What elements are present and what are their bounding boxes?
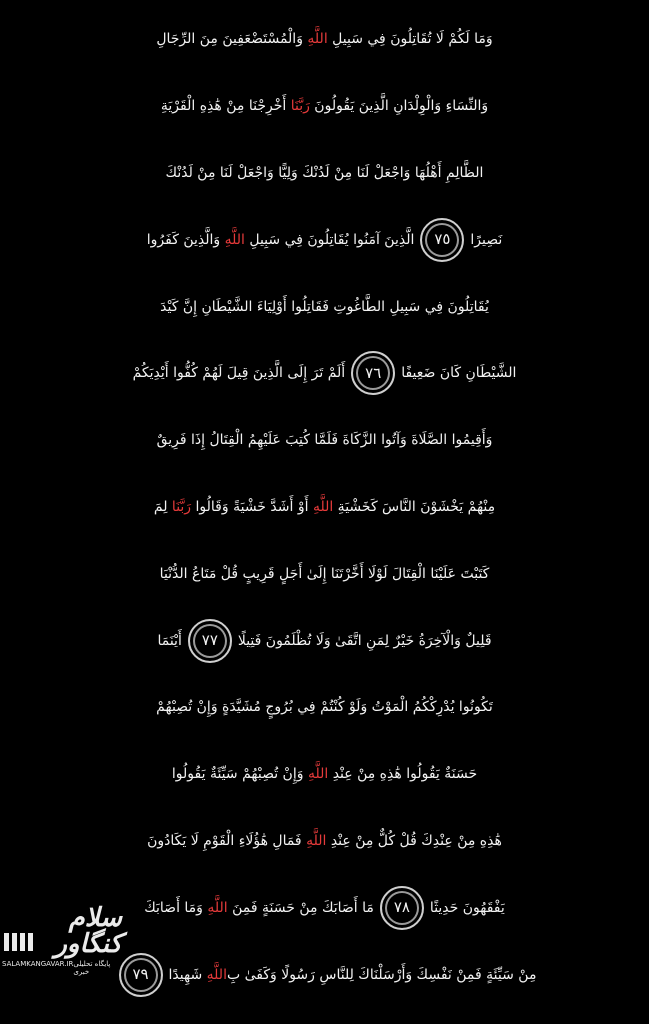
site-watermark bbox=[2, 905, 122, 975]
verse-text: وَإِنْ تُصِبْهُمْ سَيِّئَةٌ يَقُولُوا bbox=[171, 766, 308, 783]
verse-text: تَكُونُوا يُدْرِكْكُمُ الْمَوْتُ وَلَوْ كُنْتُمْ فِي بُرُوجٍ مُشَيَّدَةٍ وَإِنْ تُصِبْهُمْ bbox=[156, 699, 493, 716]
verse-line bbox=[12, 273, 637, 340]
ayah-number-marker: ٧٧ bbox=[188, 619, 232, 663]
verse-text: هَٰذِهِ مِنْ عِنْدِكَ قُلْ كُلٌّ مِنْ عِنْدِ bbox=[326, 832, 502, 849]
highlighted-word: اللَّهِ bbox=[307, 766, 329, 783]
watermark-tagline: پایگاه تحلیلی خبری bbox=[73, 960, 111, 976]
verse-text: وَأَقِيمُوا الصَّلَاةَ وَآتُوا الزَّكَاةَ فَلَمَّا كُتِبَ عَلَيْهِمُ الْقِتَالُ إِذَا فَرِيقٌ bbox=[156, 432, 493, 449]
highlighted-word: رَبَّنَا bbox=[171, 498, 192, 515]
highlighted-word: اللَّهِ bbox=[224, 231, 245, 248]
verse-line bbox=[12, 540, 637, 607]
highlighted-word: اللَّهِ bbox=[306, 832, 327, 849]
verse-text: وَالنِّسَاءِ وَالْوِلْدَانِ الَّذِينَ يَقُولُونَ bbox=[309, 98, 489, 115]
verse-text: أَلَمْ تَرَ إِلَى الَّذِينَ قِيلَ لَهُمْ كُفُّوا أَيْدِيَكُمْ bbox=[132, 365, 346, 382]
highlighted-word: رَبَّنَا bbox=[290, 98, 310, 115]
verse-text: قَلِيلٌ وَالْآخِرَةُ خَيْرٌ لِمَنِ اتَّقَىٰ وَلَا تُظْلَمُونَ فَتِيلًا bbox=[237, 632, 492, 649]
verse-text: وَالْمُسْتَضْعَفِينَ مِنَ الرِّجَالِ bbox=[156, 31, 308, 48]
verse-text: نَصِيرًا bbox=[470, 231, 503, 248]
verse-line bbox=[12, 6, 637, 73]
verse-text: كَتَبْتَ عَلَيْنَا الْقِتَالَ لَوْلَا أَخَّرْتَنَا إِلَىٰ أَجَلٍ قَرِيبٍ قُلْ مَتَاعُ الدُّنْيَا bbox=[159, 565, 490, 582]
verse-line bbox=[12, 808, 637, 875]
verse-line bbox=[12, 407, 637, 474]
ayah-number-marker: ٧٥ bbox=[420, 218, 464, 262]
verse-text: يَفْقَهُونَ حَدِيثًا bbox=[429, 899, 505, 916]
verse-text: الظَّالِمِ أَهْلُهَا وَاجْعَلْ لَنَا مِنْ لَدُنْكَ وَلِيًّا وَاجْعَلْ لَنَا مِنْ لَدُنْكَ bbox=[165, 164, 484, 181]
verse-text: الَّذِينَ آمَنُوا يُقَاتِلُونَ فِي سَبِيلِ bbox=[244, 231, 415, 248]
watermark-site: SALAMKANGAVAR.IR bbox=[2, 960, 74, 968]
verse-line bbox=[12, 73, 637, 140]
verse-text: أَيْنَمَا bbox=[157, 632, 182, 649]
ayah-number-marker: ٧٨ bbox=[380, 886, 424, 930]
verse-text: لِمَ bbox=[153, 498, 172, 515]
verse-line bbox=[12, 607, 637, 674]
watermark-subtitle bbox=[2, 960, 122, 976]
verse-text: وَالَّذِينَ كَفَرُوا bbox=[146, 231, 225, 248]
verse-lines bbox=[12, 6, 637, 1008]
verse-text: وَمَا أَصَابَكَ bbox=[144, 899, 208, 916]
verse-line bbox=[12, 140, 637, 207]
verse-line bbox=[12, 340, 637, 407]
ayah-number-marker: ٧٩ bbox=[119, 953, 163, 997]
verse-text: مِنْ سَيِّئَةٍ فَمِنْ نَفْسِكَ وَأَرْسَلْنَاكَ لِلنَّاسِ رَسُولًا وَكَفَىٰ بِ bbox=[226, 966, 537, 983]
watermark-logo-icon bbox=[4, 933, 33, 951]
verse-text: مِنْهُمْ يَخْشَوْنَ النَّاسَ كَخَشْيَةِ bbox=[333, 498, 496, 515]
verse-line bbox=[12, 474, 637, 541]
verse-line bbox=[12, 674, 637, 741]
highlighted-word: اللَّهِ bbox=[312, 498, 334, 515]
verse-text: حَسَنَةٌ يَقُولُوا هَٰذِهِ مِنْ عِنْدِ bbox=[328, 766, 478, 783]
verse-line bbox=[12, 206, 637, 273]
verse-line bbox=[12, 741, 637, 808]
verse-text: الشَّيْطَانِ كَانَ ضَعِيفًا bbox=[401, 365, 517, 382]
verse-text: يُقَاتِلُونَ فِي سَبِيلِ الطَّاغُوتِ فَقَاتِلُوا أَوْلِيَاءَ الشَّيْطَانِ إِنَّ كَيْدَ bbox=[160, 298, 489, 315]
verse-text: شَهِيدًا bbox=[168, 966, 207, 983]
verse-text: أَوْ أَشَدَّ خَشْيَةً وَقَالُوا bbox=[191, 498, 313, 515]
highlighted-word: اللَّهِ bbox=[207, 899, 228, 916]
verse-text: وَمَا لَكُمْ لَا تُقَاتِلُونَ فِي سَبِيلِ bbox=[327, 31, 493, 48]
ayah-number-marker: ٧٦ bbox=[351, 351, 395, 395]
watermark-title: سلام کنگاور bbox=[54, 903, 122, 959]
highlighted-word: اللَّهِ bbox=[206, 966, 227, 983]
verse-text: فَمَالِ هَٰؤُلَاءِ الْقَوْمِ لَا يَكَادُونَ bbox=[147, 832, 307, 849]
highlighted-word: اللَّهِ bbox=[307, 31, 328, 48]
verse-text: مَا أَصَابَكَ مِنْ حَسَنَةٍ فَمِنَ bbox=[227, 899, 374, 916]
verse-text: أَخْرِجْنَا مِنْ هَٰذِهِ الْقَرْيَةِ bbox=[160, 98, 291, 115]
